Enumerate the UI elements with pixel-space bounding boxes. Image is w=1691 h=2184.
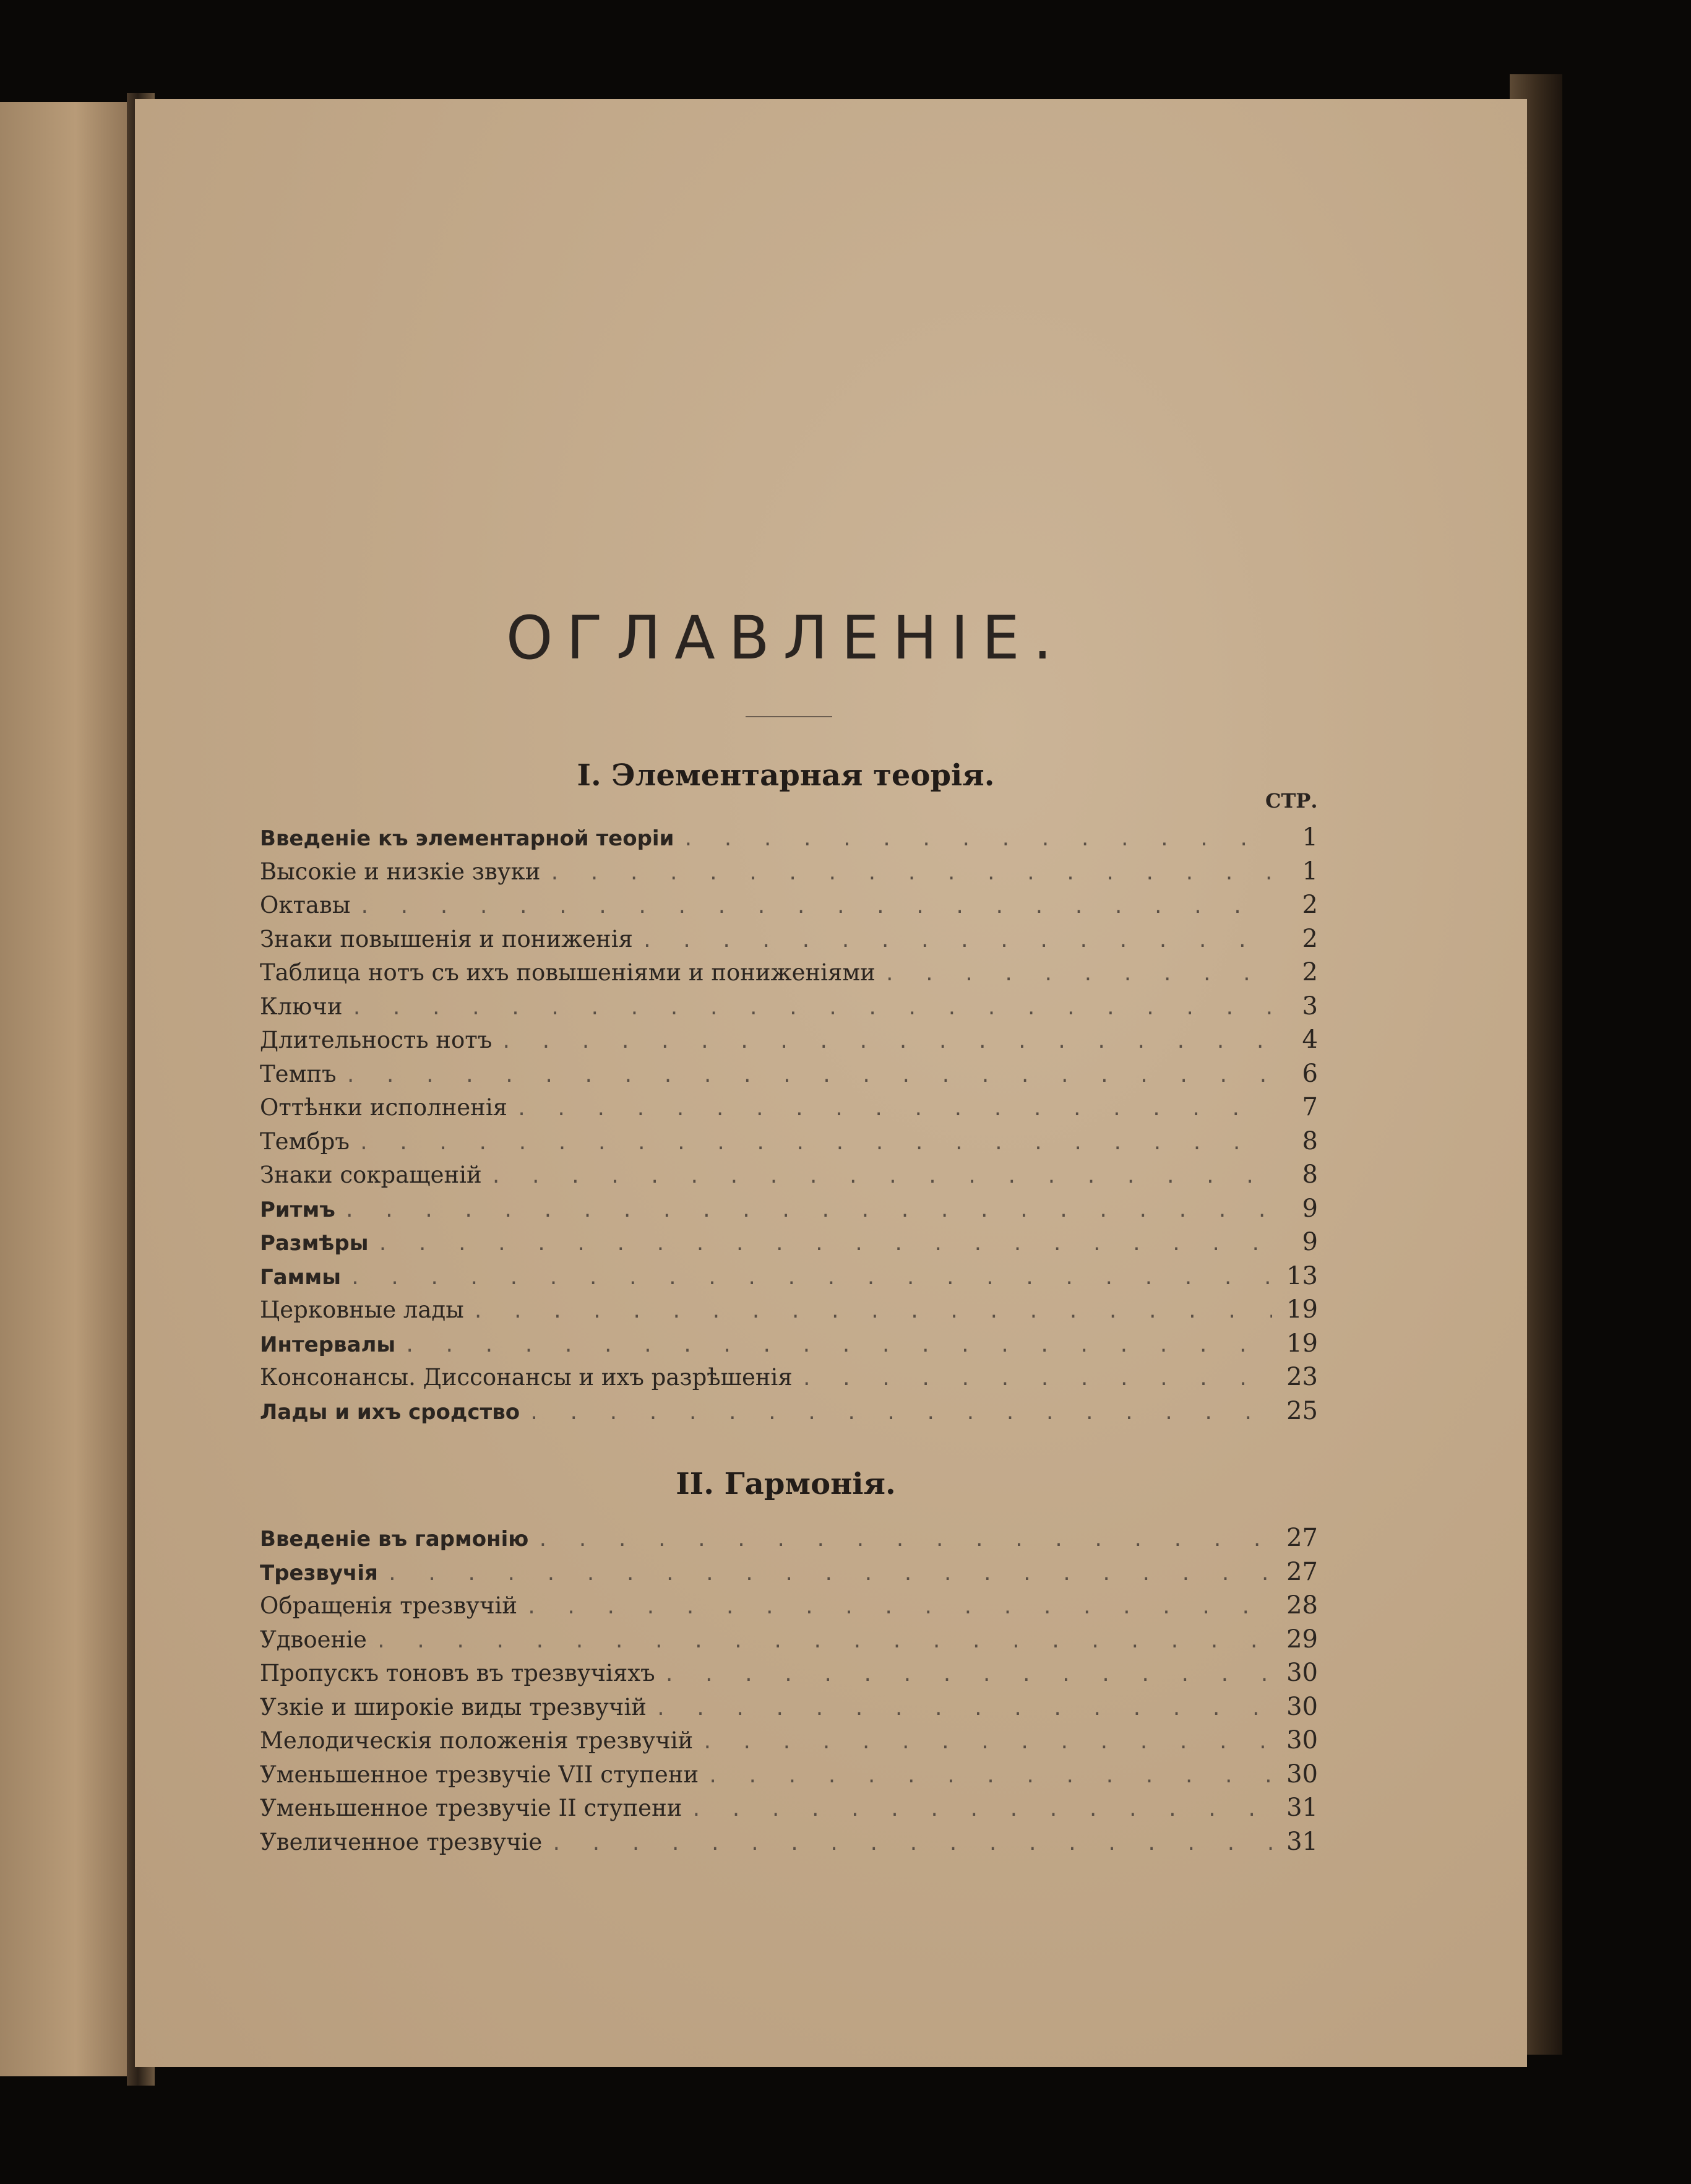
section-heading-harmony: II. Гармонія. (676, 1467, 896, 1501)
toc-entry (260, 1228, 1318, 1262)
dot-leader (359, 896, 1272, 918)
toc-entry-page: 30 (1286, 1759, 1318, 1789)
toc-entry-page: 7 (1302, 1093, 1318, 1121)
toc-entry (260, 1363, 1318, 1397)
dot-leader (387, 1563, 1272, 1585)
page-column-label: СТР. (1265, 789, 1318, 813)
toc-entry (260, 1329, 1318, 1363)
toc-list-elementary (260, 823, 1318, 1430)
toc-entry-title: Ключи (260, 993, 343, 1020)
toc-entry-title: Ритмъ (260, 1197, 335, 1222)
left-page-edge (0, 102, 137, 2076)
toc-entry (260, 1524, 1318, 1558)
toc-entry (260, 1127, 1318, 1161)
toc-entry-page: 27 (1286, 1524, 1318, 1552)
toc-entry-title: Увеличенное трезвучіе (260, 1828, 543, 1855)
dot-leader (358, 1133, 1272, 1154)
dot-leader (549, 863, 1272, 884)
toc-entry-title: Уменьшенное трезвучіе VII ступени (260, 1761, 699, 1788)
dot-leader (377, 1233, 1272, 1255)
toc-entry-page: 3 (1302, 991, 1318, 1021)
dot-leader (345, 1065, 1272, 1087)
dot-leader (351, 998, 1272, 1019)
toc-entry-page: 1 (1302, 823, 1318, 852)
dot-leader (702, 1732, 1272, 1753)
toc-entry-title: Мелодическія положенія трезвучій (260, 1727, 694, 1754)
dot-leader (501, 1031, 1272, 1053)
toc-entry-title: Тембръ (260, 1128, 350, 1155)
toc-entry (260, 823, 1318, 857)
dot-leader (528, 1402, 1272, 1424)
toc-entry-page: 31 (1286, 1793, 1318, 1822)
toc-entry (260, 891, 1318, 925)
toc-entry-title: Удвоеніе (260, 1626, 367, 1653)
toc-entry-title: Интервалы (260, 1332, 396, 1357)
toc-entry (260, 1093, 1318, 1127)
toc-entry-page: 30 (1286, 1659, 1318, 1687)
toc-entry-page: 1 (1302, 857, 1318, 886)
toc-entry-title: Лады и ихъ сродство (260, 1399, 520, 1425)
dot-leader (526, 1597, 1272, 1618)
toc-entry (260, 1828, 1318, 1862)
dot-leader (537, 1529, 1272, 1551)
toc-list-harmony (260, 1524, 1318, 1861)
toc-entry (260, 1025, 1318, 1060)
toc-entry-page: 8 (1302, 1126, 1318, 1155)
toc-entry-page: 9 (1302, 1228, 1318, 1256)
toc-entry (260, 1558, 1318, 1592)
dot-leader (551, 1833, 1272, 1855)
toc-entry-page: 2 (1302, 958, 1318, 986)
toc-entry-page: 30 (1286, 1692, 1318, 1721)
toc-entry (260, 1760, 1318, 1794)
dot-leader (350, 1267, 1272, 1289)
dot-leader (491, 1166, 1272, 1188)
toc-entry-page: 6 (1302, 1059, 1318, 1088)
toc-entry-title: Пропускъ тоновъ въ трезвучіяхъ (260, 1660, 655, 1686)
toc-entry-title: Знаки повышенія и пониженія (260, 925, 633, 952)
toc-entry (260, 992, 1318, 1026)
toc-entry-page: 29 (1286, 1625, 1318, 1654)
toc-entry (260, 1160, 1318, 1194)
section-heading-elementary: I. Элементарная теорія. (577, 758, 995, 793)
toc-entry-title: Размѣры (260, 1231, 369, 1256)
toc-entry (260, 1295, 1318, 1329)
toc-entry-page: 28 (1286, 1591, 1318, 1620)
toc-entry-page: 13 (1286, 1261, 1318, 1290)
toc-entry-page: 9 (1302, 1194, 1318, 1223)
toc-entry-title: Обращенія трезвучій (260, 1592, 518, 1619)
toc-entry (260, 1060, 1318, 1094)
dot-leader (376, 1631, 1272, 1652)
toc-entry (260, 1194, 1318, 1228)
toc-entry-title: Церковные лады (260, 1297, 464, 1323)
dot-leader (344, 1200, 1272, 1222)
toc-entry-title: Оттѣнки исполненія (260, 1094, 508, 1121)
toc-entry-page: 31 (1286, 1827, 1318, 1856)
title-divider (746, 716, 832, 717)
toc-entry-page: 30 (1286, 1726, 1318, 1755)
toc-entry-title: Октавы (260, 892, 351, 918)
dot-leader (801, 1368, 1272, 1390)
toc-entry-title: Знаки сокращеній (260, 1162, 482, 1188)
dot-leader (707, 1766, 1272, 1787)
toc-entry-title: Гаммы (260, 1264, 341, 1290)
toc-entry (260, 1591, 1318, 1625)
dot-leader (682, 829, 1272, 850)
toc-entry (260, 958, 1318, 992)
dot-leader (642, 930, 1272, 952)
page-title: ОГЛАВЛЕНІЕ. (506, 603, 1066, 673)
toc-entry-page: 2 (1302, 891, 1318, 919)
dot-leader (664, 1664, 1272, 1686)
toc-entry-page: 19 (1286, 1329, 1318, 1358)
dot-leader (473, 1301, 1272, 1323)
toc-entry (260, 1726, 1318, 1760)
toc-entry-page: 8 (1302, 1160, 1318, 1189)
toc-entry (260, 857, 1318, 891)
dot-leader (691, 1799, 1272, 1821)
toc-entry (260, 1793, 1318, 1828)
dot-leader (884, 964, 1272, 985)
dot-leader (516, 1098, 1272, 1120)
dot-leader (404, 1335, 1272, 1357)
toc-entry-page: 4 (1302, 1025, 1318, 1054)
toc-entry-page: 27 (1286, 1557, 1318, 1586)
toc-entry-title: Темпъ (260, 1060, 337, 1087)
toc-entry-title: Узкіе и широкіе виды трезвучій (260, 1693, 647, 1720)
toc-entry (260, 1693, 1318, 1727)
toc-entry (260, 1625, 1318, 1659)
dot-leader (655, 1698, 1272, 1720)
toc-entry (260, 1659, 1318, 1693)
toc-entry-title: Уменьшенное трезвучіе II ступени (260, 1795, 682, 1821)
toc-entry-page: 2 (1302, 924, 1318, 953)
toc-entry-page: 25 (1286, 1396, 1318, 1425)
toc-entry (260, 1262, 1318, 1296)
toc-entry-title: Введеніе въ гармонію (260, 1527, 529, 1552)
toc-entry-page: 23 (1286, 1363, 1318, 1391)
toc-entry (260, 1397, 1318, 1431)
toc-entry-title: Таблица нотъ съ ихъ повышеніями и пониженіями (260, 959, 876, 986)
toc-entry (260, 925, 1318, 959)
toc-entry-title: Длительность нотъ (260, 1027, 493, 1053)
toc-entry-title: Высокіе и низкіе звуки (260, 858, 541, 885)
toc-entry-title: Трезвучія (260, 1560, 378, 1586)
toc-entry-page: 19 (1286, 1295, 1318, 1324)
toc-entry-title: Консонансы. Диссонансы и ихъ разрѣшенія (260, 1364, 793, 1391)
toc-entry-title: Введеніе къ элементарной теоріи (260, 826, 674, 851)
